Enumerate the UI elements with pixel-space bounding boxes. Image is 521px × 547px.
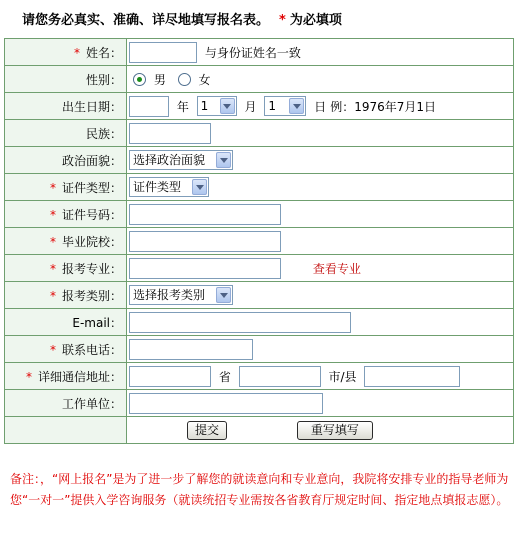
name-label: 姓名： — [85, 45, 122, 60]
required-mark: * — [49, 234, 56, 249]
required-mark: * — [49, 207, 56, 222]
birth-month-select[interactable] — [197, 96, 237, 116]
birth-label-cell — [5, 93, 127, 120]
row-id-type — [5, 174, 514, 201]
major-label-cell — [5, 255, 127, 282]
row-address — [5, 363, 514, 390]
id-type-value: 证件类型 — [133, 180, 182, 194]
row-work — [5, 390, 514, 417]
id-number-input[interactable] — [129, 204, 281, 225]
political-field-cell — [127, 147, 514, 174]
gender-female-label: 女 — [198, 72, 211, 87]
birth-example: 例：1976年7月1日 — [330, 99, 436, 114]
work-label-cell — [5, 390, 127, 417]
notice-text: 请您务必真实、准确、详尽地填写报名表。 — [22, 13, 270, 28]
registration-form — [4, 38, 514, 444]
school-field-cell — [127, 228, 514, 255]
name-hint: 与身份证姓名一致 — [204, 45, 301, 60]
view-majors-link[interactable]: 查看专业 — [312, 261, 361, 276]
gender-male-radio[interactable] — [133, 73, 146, 86]
school-label: 毕业院校： — [61, 234, 122, 249]
row-major — [5, 255, 514, 282]
required-mark: * — [73, 45, 80, 60]
work-label: 工作单位： — [61, 396, 122, 411]
category-select[interactable] — [129, 285, 233, 305]
row-gender — [5, 66, 514, 93]
chevron-down-icon — [289, 98, 304, 114]
address-city-input[interactable] — [239, 366, 321, 387]
school-input[interactable] — [129, 231, 281, 252]
ethnicity-label-cell — [5, 120, 127, 147]
phone-input[interactable] — [129, 339, 253, 360]
id-type-select[interactable] — [129, 177, 209, 197]
required-mark: * — [49, 342, 56, 357]
row-school — [5, 228, 514, 255]
submit-button[interactable]: 提交 — [187, 421, 227, 440]
birth-year-input[interactable] — [129, 96, 169, 117]
birth-month-unit: 月 — [244, 99, 257, 114]
address-province-input[interactable] — [129, 366, 211, 387]
birth-day-select[interactable] — [264, 96, 306, 116]
id-type-label-cell — [5, 174, 127, 201]
work-field-cell — [127, 390, 514, 417]
id-number-label: 证件号码： — [61, 207, 122, 222]
row-birth — [5, 93, 514, 120]
chevron-down-icon — [192, 179, 207, 195]
required-mark: * — [25, 369, 32, 384]
political-label-cell — [5, 147, 127, 174]
email-label-cell — [5, 309, 127, 336]
gender-field-cell — [127, 66, 514, 93]
address-label-cell — [5, 363, 127, 390]
category-label: 报考类别： — [61, 288, 122, 303]
required-mark: * — [49, 180, 56, 195]
birth-label: 出生日期： — [61, 99, 122, 114]
id-type-label: 证件类型： — [61, 180, 122, 195]
phone-field-cell — [127, 336, 514, 363]
id-number-field-cell — [127, 201, 514, 228]
buttons-cell — [127, 417, 514, 444]
major-input[interactable] — [129, 258, 281, 279]
phone-label: 联系电话： — [61, 342, 122, 357]
row-ethnicity — [5, 120, 514, 147]
birth-year-unit: 年 — [176, 99, 189, 114]
form-notice — [22, 9, 342, 28]
phone-label-cell — [5, 336, 127, 363]
required-mark: * — [49, 288, 56, 303]
ethnicity-label: 民族： — [85, 126, 122, 141]
chevron-down-icon — [216, 287, 231, 303]
row-buttons — [5, 417, 514, 444]
required-star: * — [279, 13, 286, 28]
row-political — [5, 147, 514, 174]
gender-male-label: 男 — [153, 72, 166, 87]
row-name — [5, 39, 514, 66]
birth-field-cell — [127, 93, 514, 120]
chevron-down-icon — [220, 98, 235, 114]
id-type-field-cell — [127, 174, 514, 201]
required-mark: * — [49, 261, 56, 276]
gender-label: 性别： — [85, 72, 122, 87]
ethnicity-input[interactable] — [129, 123, 211, 144]
address-field-cell — [127, 363, 514, 390]
buttons-label-cell — [5, 417, 127, 444]
row-phone — [5, 336, 514, 363]
required-note: 为必填项 — [289, 13, 342, 28]
email-field-cell — [127, 309, 514, 336]
political-select[interactable] — [129, 150, 233, 170]
row-category — [5, 282, 514, 309]
birth-month-value: 1 — [200, 99, 209, 113]
category-field-cell — [127, 282, 514, 309]
address-detail-input[interactable] — [364, 366, 460, 387]
city-unit: 市/县 — [328, 369, 357, 384]
remark-text: 备注：，“网上报名”是为了进一步了解您的就读意向和专业意向，我院将安排专业的指导老师为您“一对一”提供入学咨询服务（就读统招专业需按各省教育厅规定时间、指定地点填报志愿）。 — [10, 472, 509, 507]
school-label-cell — [5, 228, 127, 255]
row-email — [5, 309, 514, 336]
name-input[interactable] — [129, 42, 197, 63]
major-label: 报考专业： — [61, 261, 122, 276]
address-label: 详细通信地址： — [37, 369, 122, 384]
name-label-cell — [5, 39, 127, 66]
ethnicity-field-cell — [127, 120, 514, 147]
province-unit: 省 — [218, 369, 231, 384]
id-number-label-cell — [5, 201, 127, 228]
political-label: 政治面貌： — [61, 153, 122, 168]
political-value: 选择政治面貌 — [133, 153, 206, 167]
category-value: 选择报考类别 — [133, 288, 206, 302]
reset-button[interactable]: 重写填写 — [297, 421, 373, 440]
gender-label-cell — [5, 66, 127, 93]
name-field-cell — [127, 39, 514, 66]
birth-day-unit: 日 — [314, 99, 327, 114]
email-label: E-mail： — [72, 315, 122, 330]
birth-day-value: 1 — [268, 99, 276, 113]
email-input[interactable] — [129, 312, 351, 333]
work-input[interactable] — [129, 393, 323, 414]
row-id-number — [5, 201, 514, 228]
category-label-cell — [5, 282, 127, 309]
gender-female-radio[interactable] — [178, 73, 191, 86]
major-field-cell — [127, 255, 514, 282]
chevron-down-icon — [216, 152, 231, 168]
